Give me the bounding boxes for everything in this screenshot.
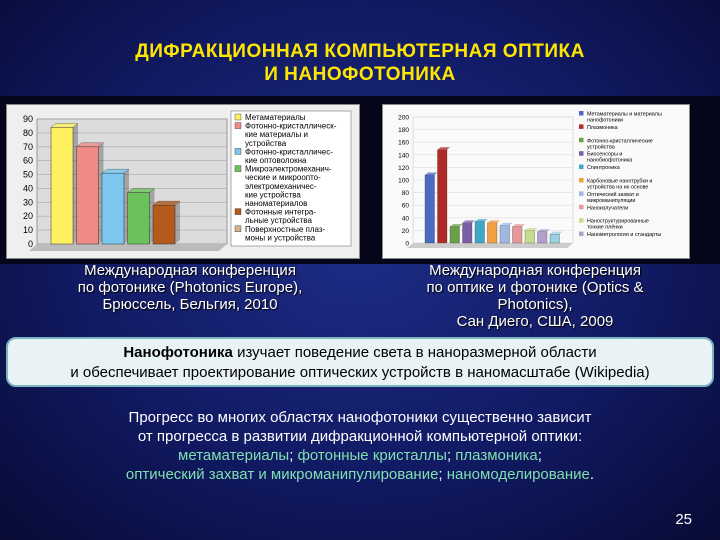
right-legend-swatch: [579, 138, 584, 143]
slide-title-line2: И НАНОФОТОНИКА: [264, 64, 456, 85]
right-legend-label: Спинтроника: [587, 165, 620, 172]
right-bar: [525, 230, 535, 243]
right-legend-label: Метаматериалы и материалы нанофотоники: [587, 111, 662, 124]
right-y-tick-label: 120: [398, 164, 409, 172]
left-caption-line3: Брюссель, Бельгия, 2010: [102, 296, 278, 313]
right-legend-swatch: [579, 165, 584, 170]
right-legend-swatch: [579, 151, 584, 156]
progress-line4: [20, 465, 700, 484]
left-bar-side: [175, 201, 180, 244]
left-y-tick-label: 0: [27, 239, 33, 249]
right-legend-label: Биосенсоры и нанобиофотоника: [587, 151, 633, 164]
left-legend-label: Поверхностные плаз-: [245, 224, 326, 234]
left-conference-caption: [40, 262, 340, 313]
left-legend-swatch: [235, 148, 241, 154]
right-bar: [425, 175, 435, 243]
left-bar: [153, 205, 175, 244]
left-y-tick-label: 80: [22, 127, 33, 138]
topic-nanomodeling: наномоделирование: [446, 466, 590, 483]
progress-paragraph: [20, 408, 700, 484]
right-caption-line4: Сан Диего, США, 2009: [456, 313, 614, 330]
left-y-tick-label: 20: [22, 211, 33, 222]
right-y-tick-label: 140: [398, 152, 409, 160]
left-legend-label: Микроэлектромеханич-: [245, 164, 332, 174]
separator: ;: [289, 447, 298, 464]
left-legend-swatch: [235, 226, 241, 232]
definition-term: Нанофотоника: [123, 344, 233, 361]
left-bar-chart: [7, 105, 359, 258]
left-bar: [128, 193, 150, 244]
left-y-tick-label: 10: [22, 225, 33, 236]
left-caption-line2: по фотонике (Photonics Europe),: [77, 279, 303, 296]
separator: ;: [537, 447, 542, 464]
right-legend-label: Нанометрология и стандарты: [587, 232, 662, 239]
right-bar: [488, 223, 498, 243]
left-y-tick-label: 70: [22, 141, 33, 152]
left-y-tick-label: 60: [22, 155, 33, 166]
right-y-tick-label: 60: [401, 202, 409, 210]
left-legend-label: кие материалы и: [245, 130, 308, 140]
definition-box: [6, 337, 714, 387]
left-bar: [51, 127, 73, 244]
left-legend-swatch: [235, 123, 241, 129]
left-legend-label: кие оптоволокна: [245, 156, 307, 165]
right-legend-label: Оптический захват и микроманипуляции: [587, 191, 639, 204]
right-caption-line3: Photonics),: [497, 296, 573, 313]
right-conference-caption: [385, 262, 685, 330]
left-plot-floor: [29, 244, 227, 251]
left-legend-swatch: [235, 114, 241, 120]
right-y-tick-label: 200: [398, 114, 409, 122]
separator: ;: [438, 466, 447, 483]
right-chart-panel: [382, 104, 690, 259]
left-legend-swatch: [235, 166, 241, 172]
right-caption-line2: по оптике и фотонике (Optics &: [426, 279, 644, 296]
topic-optical-trapping: оптический захват и микроманипулирование: [125, 466, 439, 483]
left-legend-label: льные устройства: [245, 216, 312, 226]
progress-line1: Прогресс во многих областях нанофотоники существенно зависит: [128, 409, 592, 426]
progress-line2: от прогресса в развитии дифракционной компьютерной оптики:: [137, 428, 583, 445]
right-y-tick-label: 160: [398, 139, 409, 147]
right-bar: [550, 234, 560, 243]
right-legend-swatch: [579, 111, 584, 116]
right-bar: [475, 222, 485, 243]
topic-plasmonics: плазмоника: [455, 447, 538, 464]
left-legend-label: ческие и микроопто-: [245, 173, 321, 183]
left-legend-label: Фотонно-кристаллическ-: [245, 121, 337, 131]
right-bar: [513, 227, 523, 243]
left-legend-swatch: [235, 209, 241, 215]
slide-title-line1: ДИФРАКЦИОННАЯ КОМПЬЮТЕРНАЯ ОПТИКА: [135, 41, 585, 62]
topic-metamaterials: метаматериалы: [178, 447, 290, 464]
right-legend-label: Карбоновые нанотрубки и устройства на их основе: [587, 178, 653, 191]
right-y-tick-label: 0: [405, 240, 409, 248]
right-y-tick-label: 40: [401, 215, 409, 223]
right-bar: [438, 150, 448, 243]
left-bar: [102, 173, 124, 244]
left-y-tick-label: 50: [22, 169, 33, 180]
right-bar: [463, 223, 473, 243]
left-y-tick-label: 30: [22, 197, 33, 208]
left-legend-label: кие устройства: [245, 190, 301, 200]
left-legend-label: Фотонно-кристалличес-: [245, 147, 333, 157]
left-legend-label: Метаматериалы: [245, 113, 306, 122]
right-legend-swatch: [579, 191, 584, 196]
right-plot-floor: [405, 240, 573, 248]
right-legend-label: Наноструктурированные тонкие плёнки: [587, 218, 649, 231]
definition-line1: [8, 343, 712, 363]
left-bar: [77, 147, 99, 244]
left-legend-label: Фотонные интегра-: [245, 207, 317, 217]
right-y-tick-label: 20: [401, 227, 409, 235]
definition-line1-rest: изучает поведение света в наноразмерной области: [232, 344, 597, 361]
right-y-tick-label: 180: [398, 127, 409, 135]
right-bar: [450, 227, 460, 243]
right-y-tick-label: 80: [401, 190, 409, 198]
left-chart-panel: [6, 104, 360, 259]
right-bar: [538, 232, 548, 243]
right-caption-line1: Международная конференция: [429, 262, 641, 279]
right-legend-swatch: [579, 232, 584, 237]
right-legend-label: Наноизлучатели: [587, 205, 629, 212]
left-legend-label: моны и устройства: [245, 233, 316, 243]
definition-line2: и обеспечивает проектирование оптических устройств в наномасштабе (Wikipedia): [70, 364, 650, 381]
right-y-tick-label: 100: [398, 177, 409, 185]
left-y-tick-label: 40: [22, 183, 33, 194]
left-legend-label: электромеханичес-: [245, 181, 317, 191]
right-legend-swatch: [579, 124, 584, 128]
right-legend-label: Фотонно-кристаллические устройства: [587, 138, 653, 151]
right-bar: [500, 225, 510, 243]
separator: ;: [446, 447, 456, 464]
right-legend-label: Плазмоника: [587, 124, 618, 131]
progress-line3: [20, 446, 700, 465]
separator: .: [589, 466, 595, 483]
right-legend-swatch: [579, 218, 584, 223]
left-legend-label: наноматериалов: [245, 199, 308, 208]
left-caption-line1: Международная конференция: [84, 262, 296, 279]
page-number: 25: [675, 511, 692, 528]
topic-photonic-crystals: фотонные кристаллы: [297, 447, 447, 464]
right-legend-swatch: [579, 178, 584, 183]
right-bar-chart: [383, 105, 689, 258]
left-legend-label: устройства: [245, 138, 287, 148]
right-legend-swatch: [579, 205, 584, 210]
left-y-tick-label: 90: [22, 114, 33, 124]
